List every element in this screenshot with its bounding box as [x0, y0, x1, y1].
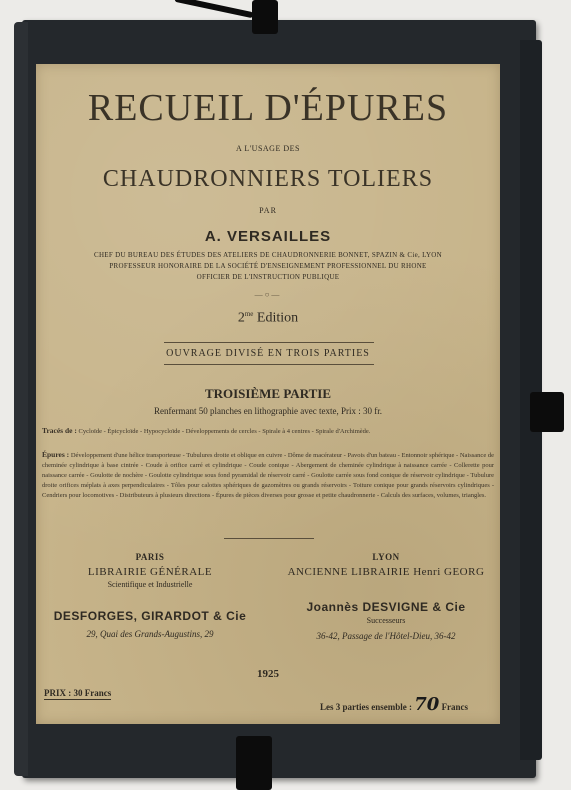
handwritten-price: 70: [414, 694, 440, 715]
price-label: PRIX : 30 Francs: [44, 688, 112, 698]
book-title: RECUEIL D'ÉPURES: [87, 87, 449, 129]
lyon-address: 36-42, Passage de l'Hôtel-Dieu, 36-42: [316, 631, 456, 641]
lyon-publisher-block: [280, 552, 492, 641]
traces-paragraph: [42, 426, 494, 437]
portfolio-spine: [14, 22, 28, 776]
author-credential: OFFICIER DE L'INSTRUCTION PUBLIQUE: [196, 273, 340, 281]
cover-label: [36, 64, 500, 724]
edition-superscript: me: [244, 310, 254, 318]
traces-label: Tracés de :: [42, 426, 77, 435]
lyon-library: ANCIENNE LIBRAIRIE Henri GEORG: [287, 566, 485, 578]
publication-year: 1925: [257, 668, 279, 680]
paris-library-sub: Scientifique et Industrielle: [107, 580, 193, 589]
author-credential: PROFESSEUR HONORAIRE DE LA SOCIÉTÉ D'ENSEIGNEMENT PROFESSIONNEL DU RHONE: [109, 262, 427, 270]
par-text: PAR: [259, 206, 277, 215]
set-price-unit: Francs: [441, 702, 469, 712]
divider-rule: [224, 538, 314, 539]
bottom-ribbon-tie: [236, 736, 272, 790]
top-ribbon-tie: [252, 0, 278, 34]
ornament: —○—: [254, 290, 282, 299]
paris-address: 29, Quai des Grands-Augustins, 29: [86, 629, 214, 639]
edition-number: 2: [237, 310, 245, 326]
paris-publisher-block: [50, 552, 250, 639]
author-credential: CHEF DU BUREAU DES ÉTUDES DES ATELIERS DE CHAUDRONNERIE BONNET, SPAZIN & Cie, LYON: [93, 251, 443, 259]
traces-text: Cycloïde - Épicycloïde - Hypocycloïde - Développements de cercles - Spirale à 4 centres - Spirale d'Archimède.: [78, 428, 371, 435]
ouvrage-text: OUVRAGE DIVISÉ EN TROIS PARTIES: [166, 348, 370, 359]
usage-text: A L'USAGE DES: [236, 144, 300, 153]
epures-paragraph: [42, 450, 494, 501]
edition-word: Edition: [256, 310, 299, 326]
author-name: A. VERSAILLES: [204, 228, 332, 245]
epures-label: Épures :: [42, 450, 70, 459]
paris-library: LIBRAIRIE GÉNÉRALE: [87, 566, 213, 578]
paris-city: PARIS: [135, 552, 165, 562]
divider-rule: [164, 364, 374, 365]
side-ribbon-tie: [530, 392, 564, 432]
top-ribbon-strand: [174, 0, 253, 18]
paris-publisher: DESFORGES, GIRARDOT & Cie: [53, 609, 247, 623]
lyon-successeurs: Successeurs: [366, 616, 406, 625]
contents-summary: Renfermant 50 planches en lithographie avec texte, Prix : 30 fr.: [154, 406, 382, 416]
epures-text: Développement d'une hélice transporteuse - Tubulures droite et oblique en cuivre - Dôme de macérateur - Pavois d'un bateau - Entonnoir sphérique - Naissance de cheminée cylindrique à base cintrée - Coude à orifice carré et cylindrique - Coude conique - Abergement de cheminée cylindrique à naissance carrée - Collerette pour naissance carrée - Goulotte de nochère - Goulotte cylindrique sous fond pyramidal de réservoir carré - Goulotte carrée sous fond conique de réservoir cylindrique - Tubulure droite orifices méplats à axes perpendiculaires - Tôles pour calottes sphériques de gazomètres ou grands réservoirs - Toiture conique pour grands réservoirs cylindriques - Cendriers pour locomotives - Distributeurs à plusieurs directions - Épures de pièces diverses pour grosse et petite chaudronnerie - Calculs des surfaces, volumes, triangles.: [42, 452, 494, 499]
edition-line: [36, 310, 500, 327]
set-price: [320, 694, 468, 715]
set-price-label: Les 3 parties ensemble :: [320, 702, 412, 712]
part-title: TROISIÈME PARTIE: [204, 386, 332, 401]
divider-rule: [164, 342, 374, 343]
book-subtitle: CHAUDRONNIERS TOLIERS: [102, 166, 434, 192]
lyon-publisher: Joannès DESVIGNE & Cie: [306, 600, 466, 614]
lyon-city: LYON: [372, 552, 400, 562]
